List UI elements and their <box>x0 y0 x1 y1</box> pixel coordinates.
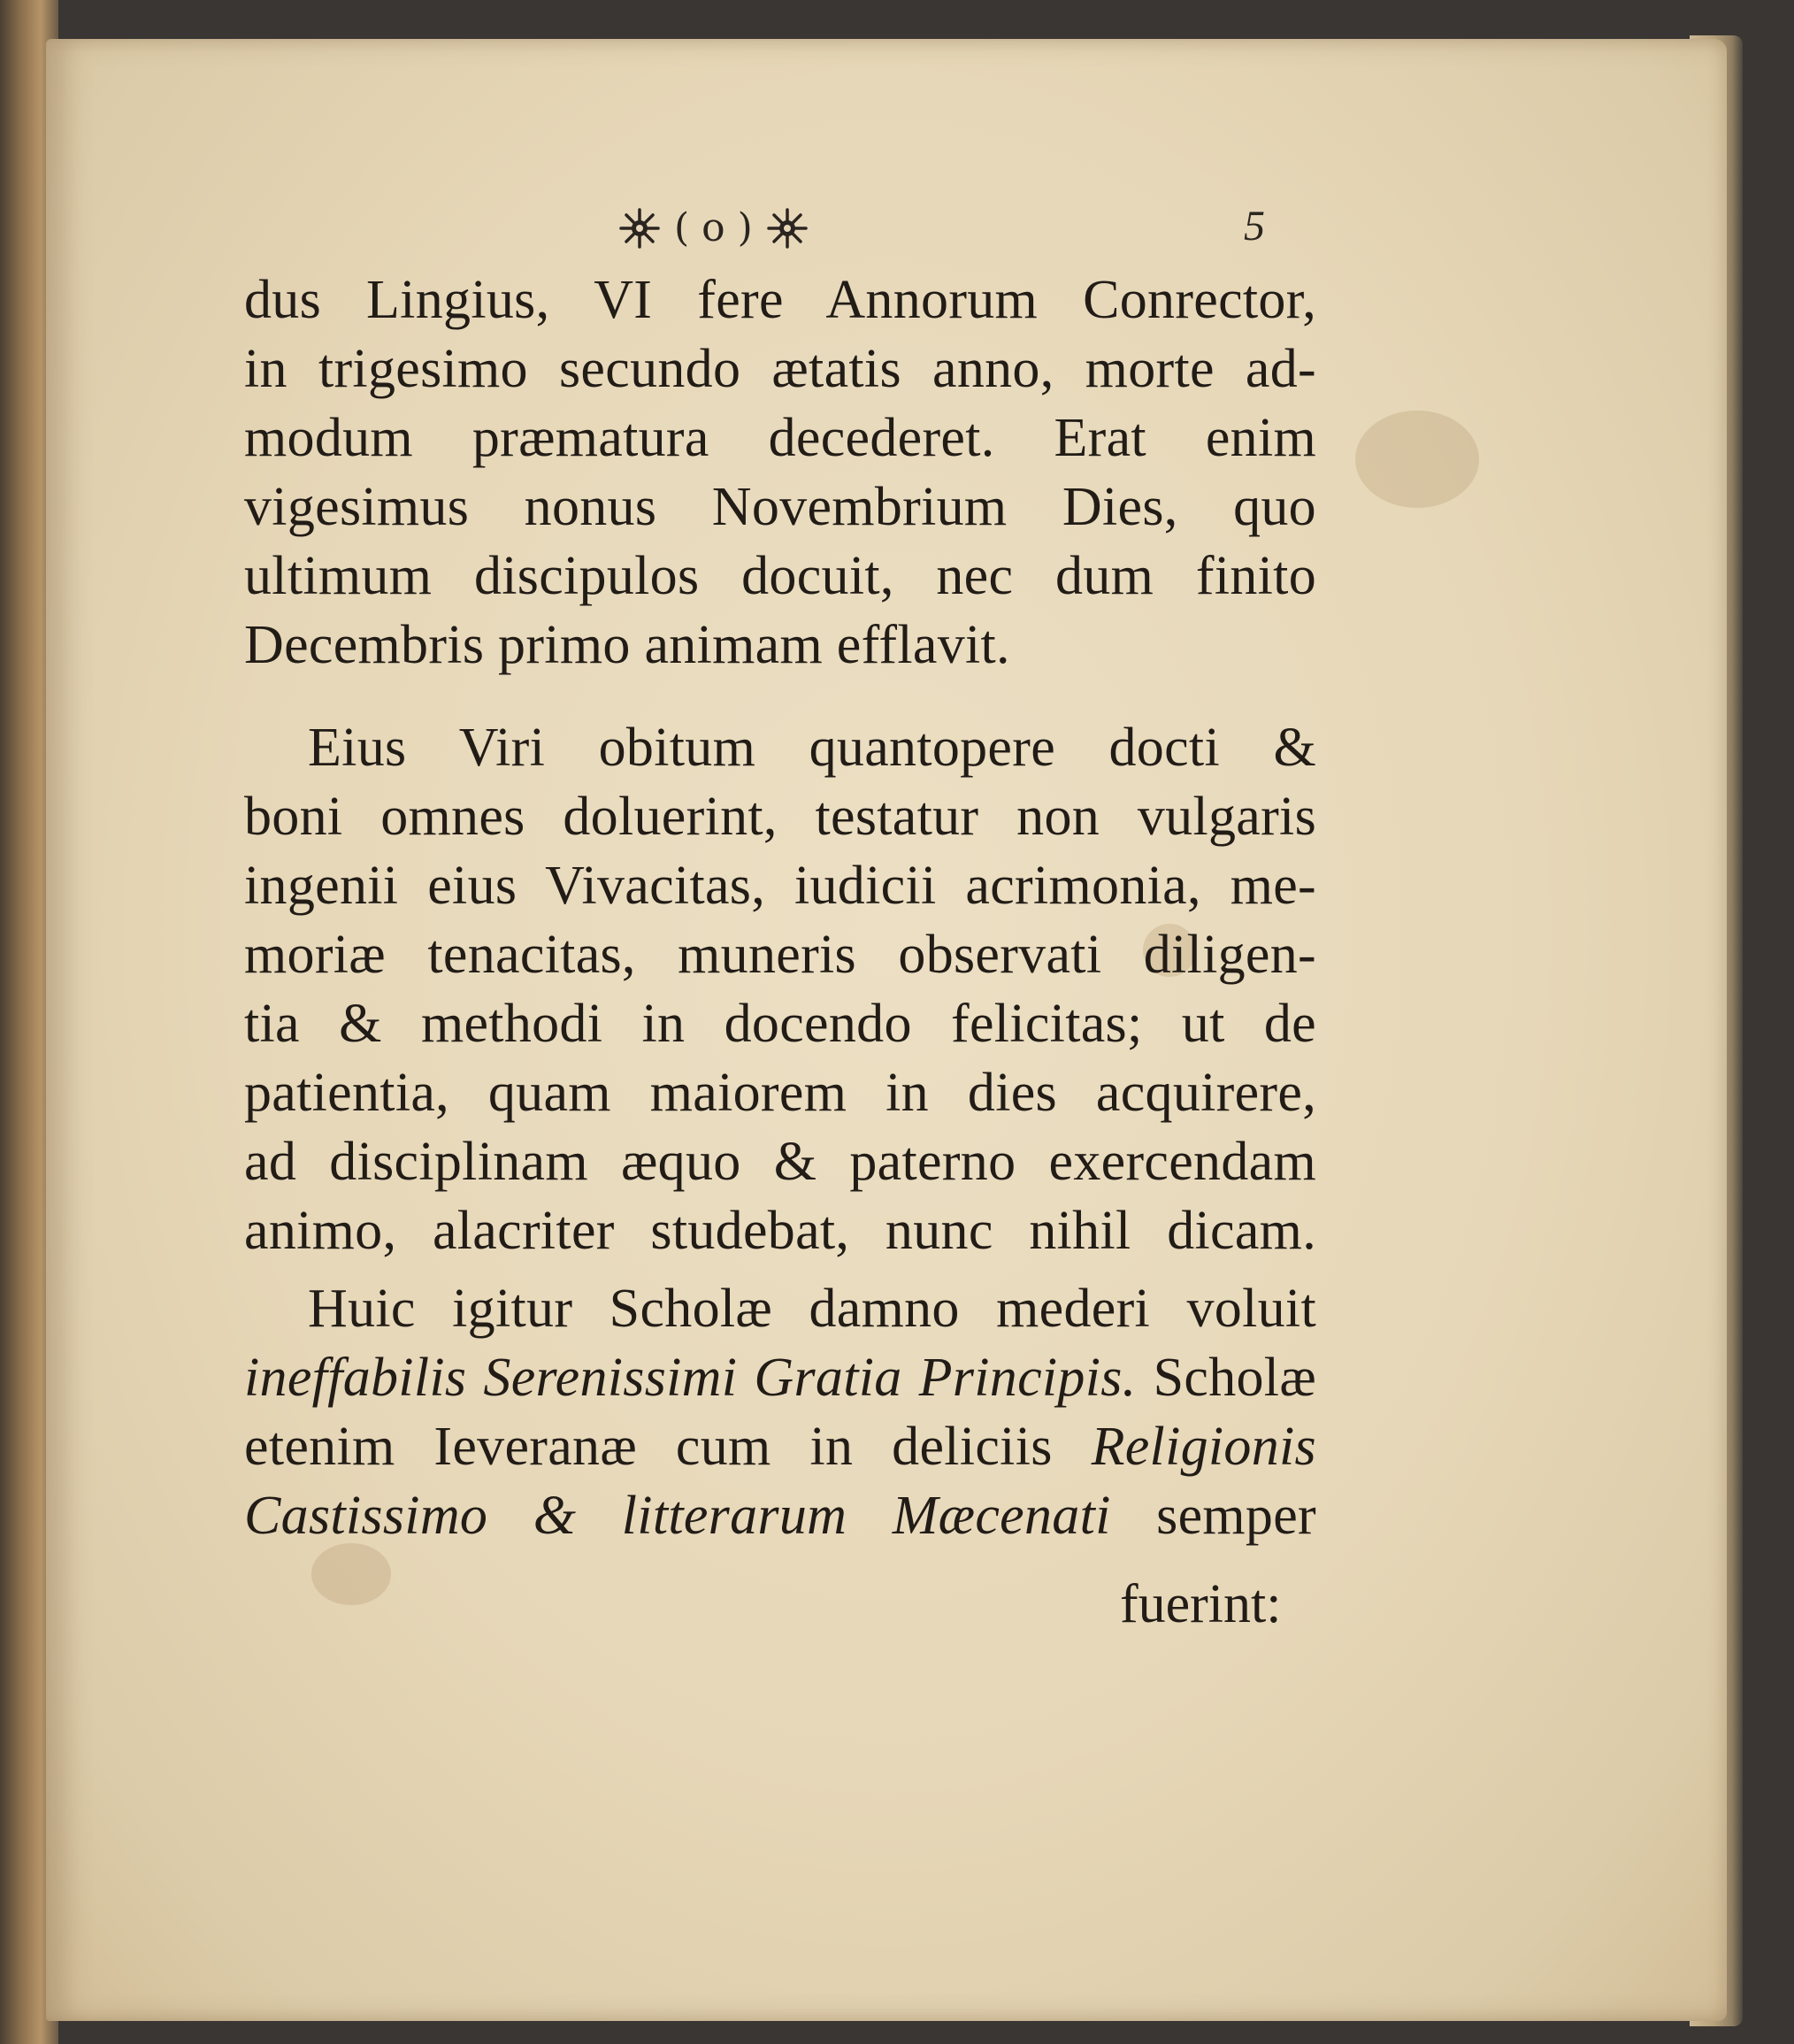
text-line: Huic igitur Scholæ damno mederi voluit <box>308 1279 1316 1339</box>
italic-text: ineffabilis Serenissimi Gratia Principis. <box>244 1348 1137 1408</box>
running-header <box>619 205 808 250</box>
text-line <box>244 1412 1316 1481</box>
text-line: animo, alacriter studebat, nunc nihil dicam. <box>244 1201 1316 1261</box>
ampersand: & <box>533 1486 577 1546</box>
italic-text: Religionis <box>1091 1417 1316 1477</box>
text-line: moriæ tenacitas, muneris observati diligen- <box>244 925 1316 985</box>
text-line: tia & methodi in docendo felicitas; ut de <box>244 994 1316 1054</box>
text-line <box>244 1481 1316 1550</box>
text-line: Decembris primo animam efflavit. <box>244 615 1010 675</box>
text-line: ultimum discipulos docuit, nec dum finito <box>244 546 1316 606</box>
paragraph-1 <box>244 265 1316 680</box>
page-number: 5 <box>1244 203 1265 250</box>
roman-text: Scholæ <box>1153 1348 1316 1408</box>
text-line: modum præmatura decederet. Erat enim <box>244 408 1316 468</box>
signature-mark: ( o ) <box>674 205 753 250</box>
italic-text: Castissimo <box>244 1486 488 1546</box>
ornament-icon <box>619 208 660 249</box>
text-line: dus Lingius, VI fere Annorum Conrector, <box>244 270 1316 330</box>
roman-text: etenim Ieveranæ cum in deliciis <box>244 1417 1053 1477</box>
text-line: Eius Viri obitum quantopere docti & <box>308 718 1316 778</box>
text-line <box>244 1343 1316 1412</box>
ornament-icon <box>767 208 808 249</box>
text-line: ingenii eius Vivacitas, iudicii acrimonia, me- <box>244 856 1316 916</box>
text-line: in trigesimo secundo ætatis anno, morte ad- <box>244 339 1316 399</box>
text-line: patientia, quam maiorem in dies acquirere, <box>244 1063 1316 1123</box>
catchword: fuerint: <box>1120 1574 1282 1634</box>
italic-text: litterarum Mæcenati <box>621 1486 1111 1546</box>
paragraph-3 <box>244 1274 1316 1550</box>
roman-text: semper <box>1156 1486 1316 1546</box>
text-line: boni omnes doluerint, testatur non vulgaris <box>244 787 1316 847</box>
text-line: vigesimus nonus Novembrium Dies, quo <box>244 477 1316 537</box>
paragraph-2 <box>244 713 1316 1265</box>
text-line: ad disciplinam æquo & paterno exercendam <box>244 1132 1316 1192</box>
